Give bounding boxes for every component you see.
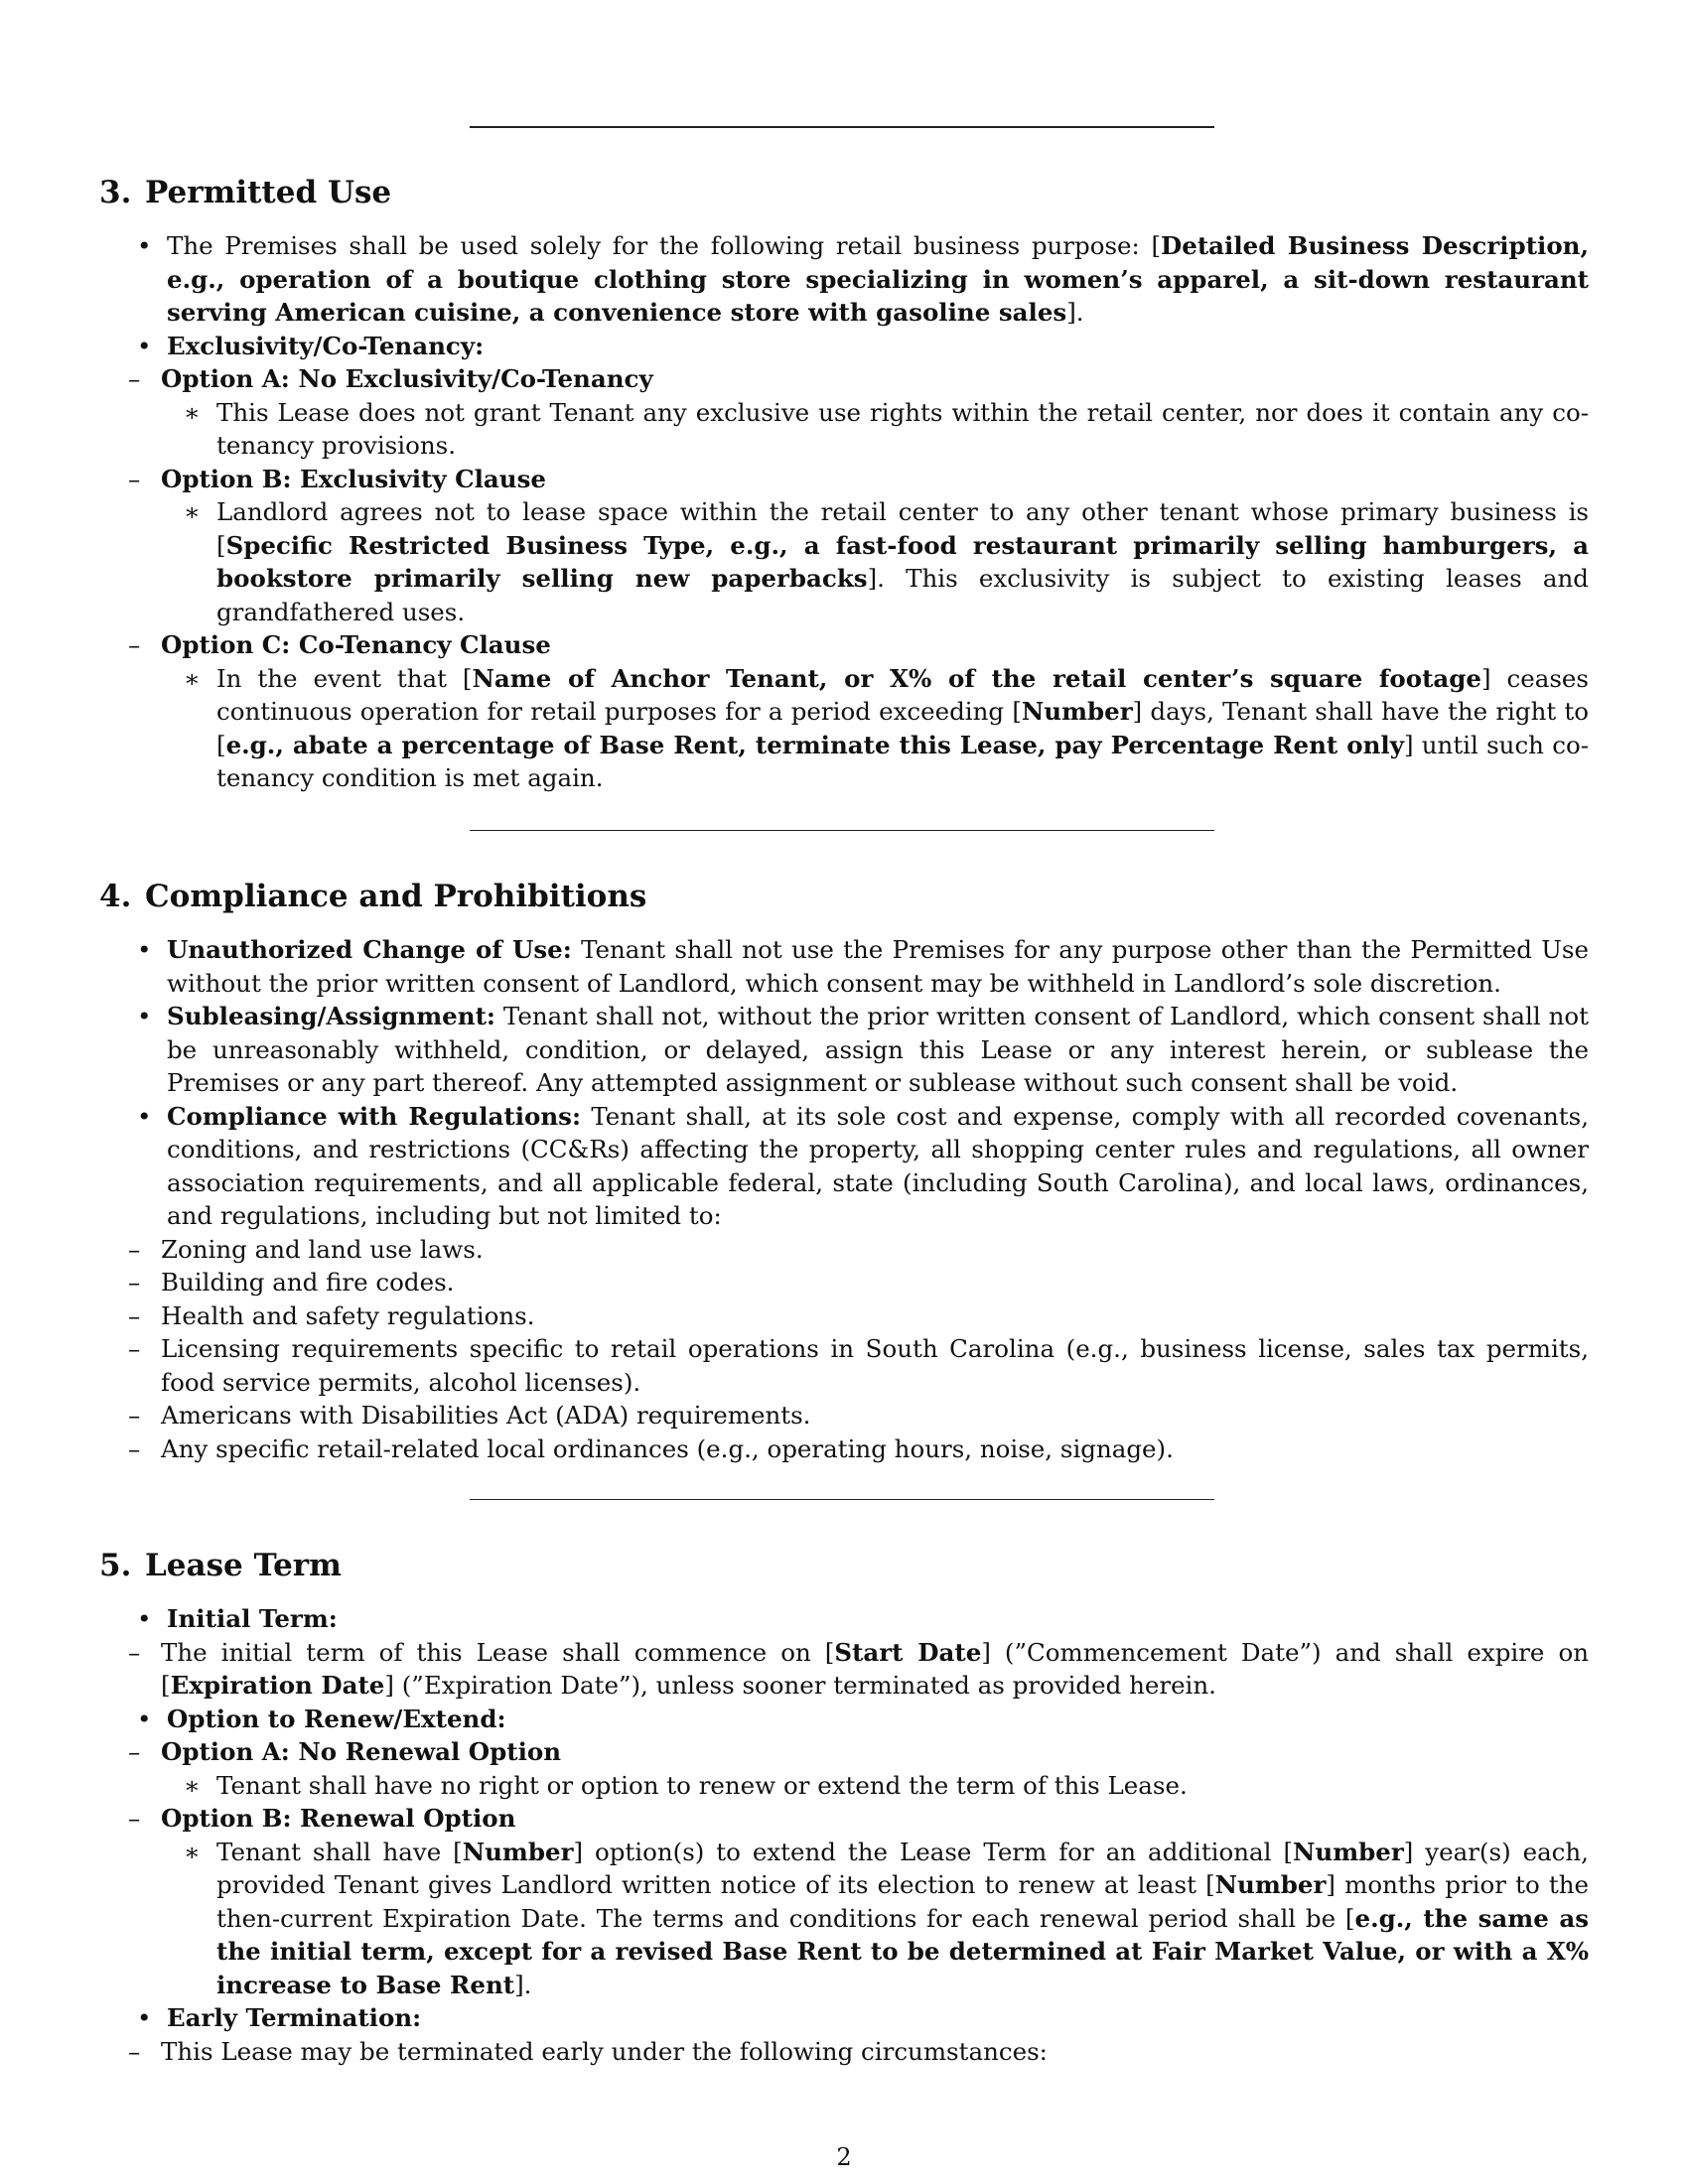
option-label: – Option A: No Renewal Option [128,1737,562,1766]
list-item: • Initial Term: [137,1604,338,1633]
option-label: – Option B: Renewal Option [128,1804,516,1833]
section-divider [470,830,1214,831]
option-label: – Option C: Co-Tenancy Clause [128,630,551,659]
document-page [99,0,1589,2184]
option-label: – Option A: No Exclusivity/Co-Tenancy [128,364,653,393]
section-heading: 3. Permitted Use [99,175,392,210]
section-heading: 5. Lease Term [99,1548,342,1583]
list-item: • Option to Renew/Extend: [137,1704,506,1733]
option-text: ∗ This Lease does not grant Tenant any exclusive use rights within the retail center, nor does it contain any co-tenancy provisions. [184,397,1589,460]
section-permitted-use [99,173,1589,795]
option-text: ∗ Tenant shall have no right or option to renew or extend the term of this Lease. [184,1770,1188,1800]
list-item: – Americans with Disabilities Act (ADA) requirements. [128,1401,811,1430]
list-item: • Unauthorized Change of Use: Tenant shall not use the Premises for any purpose other than the Permitted Use without the prior written consent of Landlord, which consent may be withheld in Landlord’s sole discretion. [137,935,1589,998]
list-item: • Subleasing/Assignment: Tenant shall not, without the prior written consent of Landlord, which consent shall not be unreasonably withheld, condition, or delayed, assign this Lease or any interest herein, or sublease the Premises or any part thereof. Any attempted assignment or sublease without such consent shall be void. [137,1002,1589,1097]
page-number: 2 [836,2143,852,2171]
list-item: • Compliance with Regulations: Tenant shall, at its sole cost and expense, comply with all recorded covenants, conditions, and restrictions (CC&Rs) affecting the property, all shopping center rules and regulations, all owner association requirements, and all applicable federal, state (including South Carolina), and local laws, ordinances, and regulations, including but not limited to: [137,1101,1589,1230]
section-lease-term [99,1546,1589,2068]
option-text: ∗ Landlord agrees not to lease space within the retail center to any other tenant whose primary business is [Specific Restricted Business Type, e.g., a fast-food restaurant primarily selling hamburgers, a bookstore primarily selling new paperbacks]. This exclusivity is subject to existing leases and grandfathered uses. [184,497,1589,626]
list-item: • Early Termination: [137,2003,422,2032]
option-label: – Option B: Exclusivity Clause [128,464,546,493]
list-item: • Exclusivity/Co-Tenancy: [137,331,485,360]
list-item: – The initial term of this Lease shall commence on [Start Date] (”Commencement Date”) and shall expire on [Expiration Date] (”Expiration Date”), unless sooner terminated as provided herein. [128,1637,1590,1700]
option-text: ∗ Tenant shall have [Number] option(s) to extend the Lease Term for an additional [Number] year(s) each, provided Tenant gives Landlord written notice of its election to renew at least [Number] months prior to the then-current Expiration Date. The terms and conditions for each renewal period shall be [e.g., the same as the initial term, except for a revised Base Rent to be determined at Fair Market Value, or with a X% increase to Base Rent]. [184,1837,1589,1999]
list-item: – Health and safety regulations. [128,1300,535,1330]
list-item: – Zoning and land use laws. [128,1234,484,1264]
option-text: ∗ In the event that [Name of Anchor Tenant, or X% of the retail center’s square footage] ceases continuous operation for retail purposes for a period exceeding [Number] days, Tenant shall have the right to [e.g., abate a percentage of Base Rent, terminate this Lease, pay Percentage Rent only] until such co-tenancy condition is met again. [184,663,1589,792]
list-item: – Licensing requirements specific to retail operations in South Carolina (e.g., business license, sales tax permits, food service permits, alcohol licenses). [128,1334,1589,1397]
list-item: • The Premises shall be used solely for the following retail business purpose: [Detailed Business Description, e.g., operation of a boutique clothing store specializing in women’s apparel, a sit-down restaurant serving American cuisine, a convenience store with gasoline sales]. [137,231,1589,327]
section-compliance [99,877,1589,1465]
list-item: – This Lease may be terminated early under the following circumstances: [128,2036,1048,2066]
section-heading: 4. Compliance and Prohibitions [99,879,647,914]
list-item: – Any specific retail-related local ordinances (e.g., operating hours, noise, signage). [128,1433,1174,1463]
section-divider [470,1499,1214,1500]
list-item: – Building and fire codes. [128,1268,455,1297]
section-divider [470,126,1214,128]
